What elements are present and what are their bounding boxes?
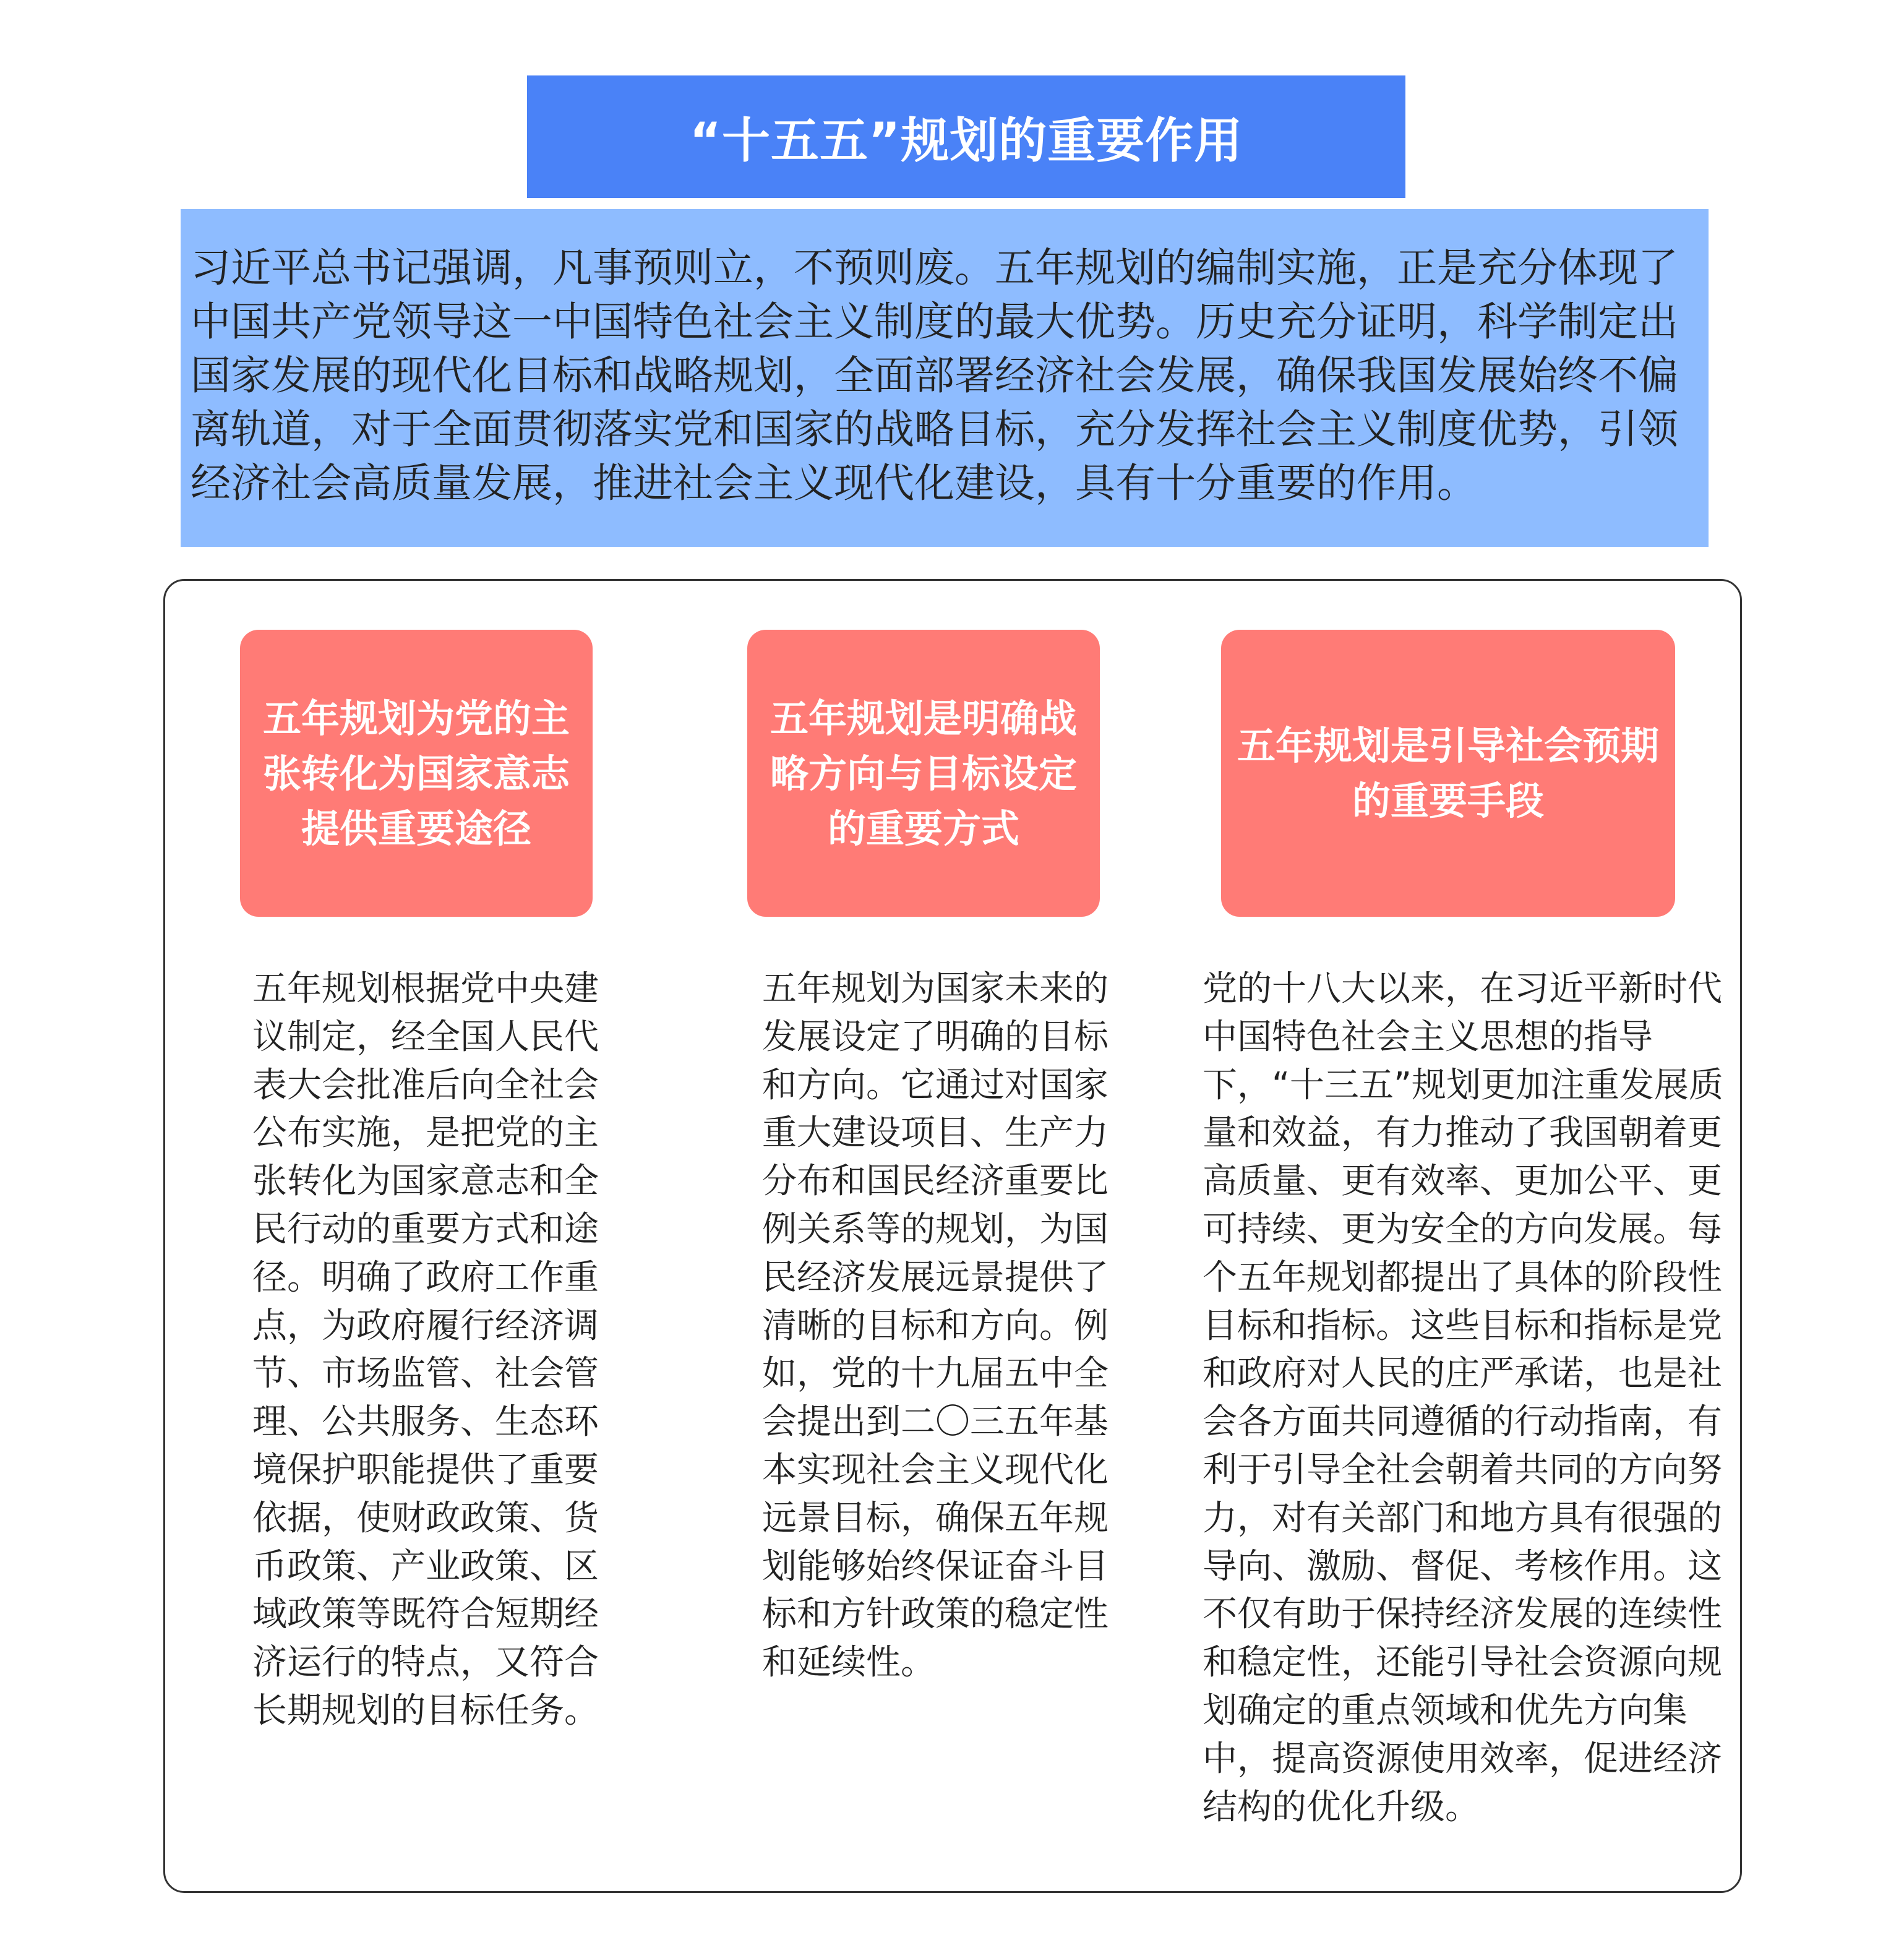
- column-heading-2: 五年规划是明确战略方向与目标设定的重要方式: [770, 695, 1077, 851]
- column-body-2: 五年规划为国家未来的发展设定了明确的目标和方向。它通过对国家重大建设项目、生产力分布和国民经济重要比例关系等的规划，为国民经济发展远景提供了清晰的目标和方向。例如，党的十九届五中全会提出到二〇三五年基本实现社会主义现代化远景目标，确保五年规划能够始终保证奋斗目标和方针政策的稳定性和延续性。: [762, 969, 1109, 1683]
- intro-text: 习近平总书记强调，凡事预则立，不预则废。五年规划的编制实施，正是充分体现了中国共产党领导这一中国特色社会主义制度的最大优势。历史充分证明，科学制定出国家发展的现代化目标和战略规划，全面部署经济社会发展，确保我国发展始终不偏离轨道，对于全面贯彻落实党和国家的战略目标，充分发挥社会主义制度优势，引领经济社会高质量发展，推进社会主义现代化建设，具有十分重要的作用。: [191, 245, 1679, 507]
- column-heading-card-1: [240, 630, 593, 917]
- intro-panel: [181, 209, 1709, 547]
- column-heading-3: 五年规划是引导社会预期的重要手段: [1237, 723, 1659, 823]
- column-heading-card-3: [1221, 630, 1675, 917]
- column-body-1: 五年规划根据党中央建议制定，经全国人民代表大会批准后向全社会公布实施，是把党的主张转化为国家意志和全民行动的重要方式和途径。明确了政府工作重点，为政府履行经济调节、市场监管、社会管理、公共服务、生态环境保护职能提供了重要依据，使财政政策、货币政策、产业政策、区域政策等既符合短期经济运行的特点，又符合长期规划的目标任务。: [252, 969, 599, 1731]
- column-heading-card-2: [747, 630, 1100, 917]
- column-body-3: 党的十八大以来，在习近平新时代中国特色社会主义思想的指导下，“十三五”规划更加注重发展质量和效益，有力推动了我国朝着更高质量、更有效率、更加公平、更可持续、更为安全的方向发展。每个五年规划都提出了具体的阶段性目标和指标。这些目标和指标是党和政府对人民的庄严承诺，也是社会各方面共同遵循的行动指南，有利于引导全社会朝着共同的方向努力，对有关部门和地方具有很强的导向、激励、督促、考核作用。这不仅有助于保持经济发展的连续性和稳定性，还能引导社会资源向规划确定的重点领域和优先方向集中，提高资源使用效率，促进经济结构的优化升级。: [1203, 969, 1724, 1827]
- title-banner: [527, 75, 1405, 198]
- column-heading-1: 五年规划为党的主张转化为国家意志提供重要途径: [262, 695, 570, 851]
- page-title: “十五五”规划的重要作用: [689, 113, 1243, 169]
